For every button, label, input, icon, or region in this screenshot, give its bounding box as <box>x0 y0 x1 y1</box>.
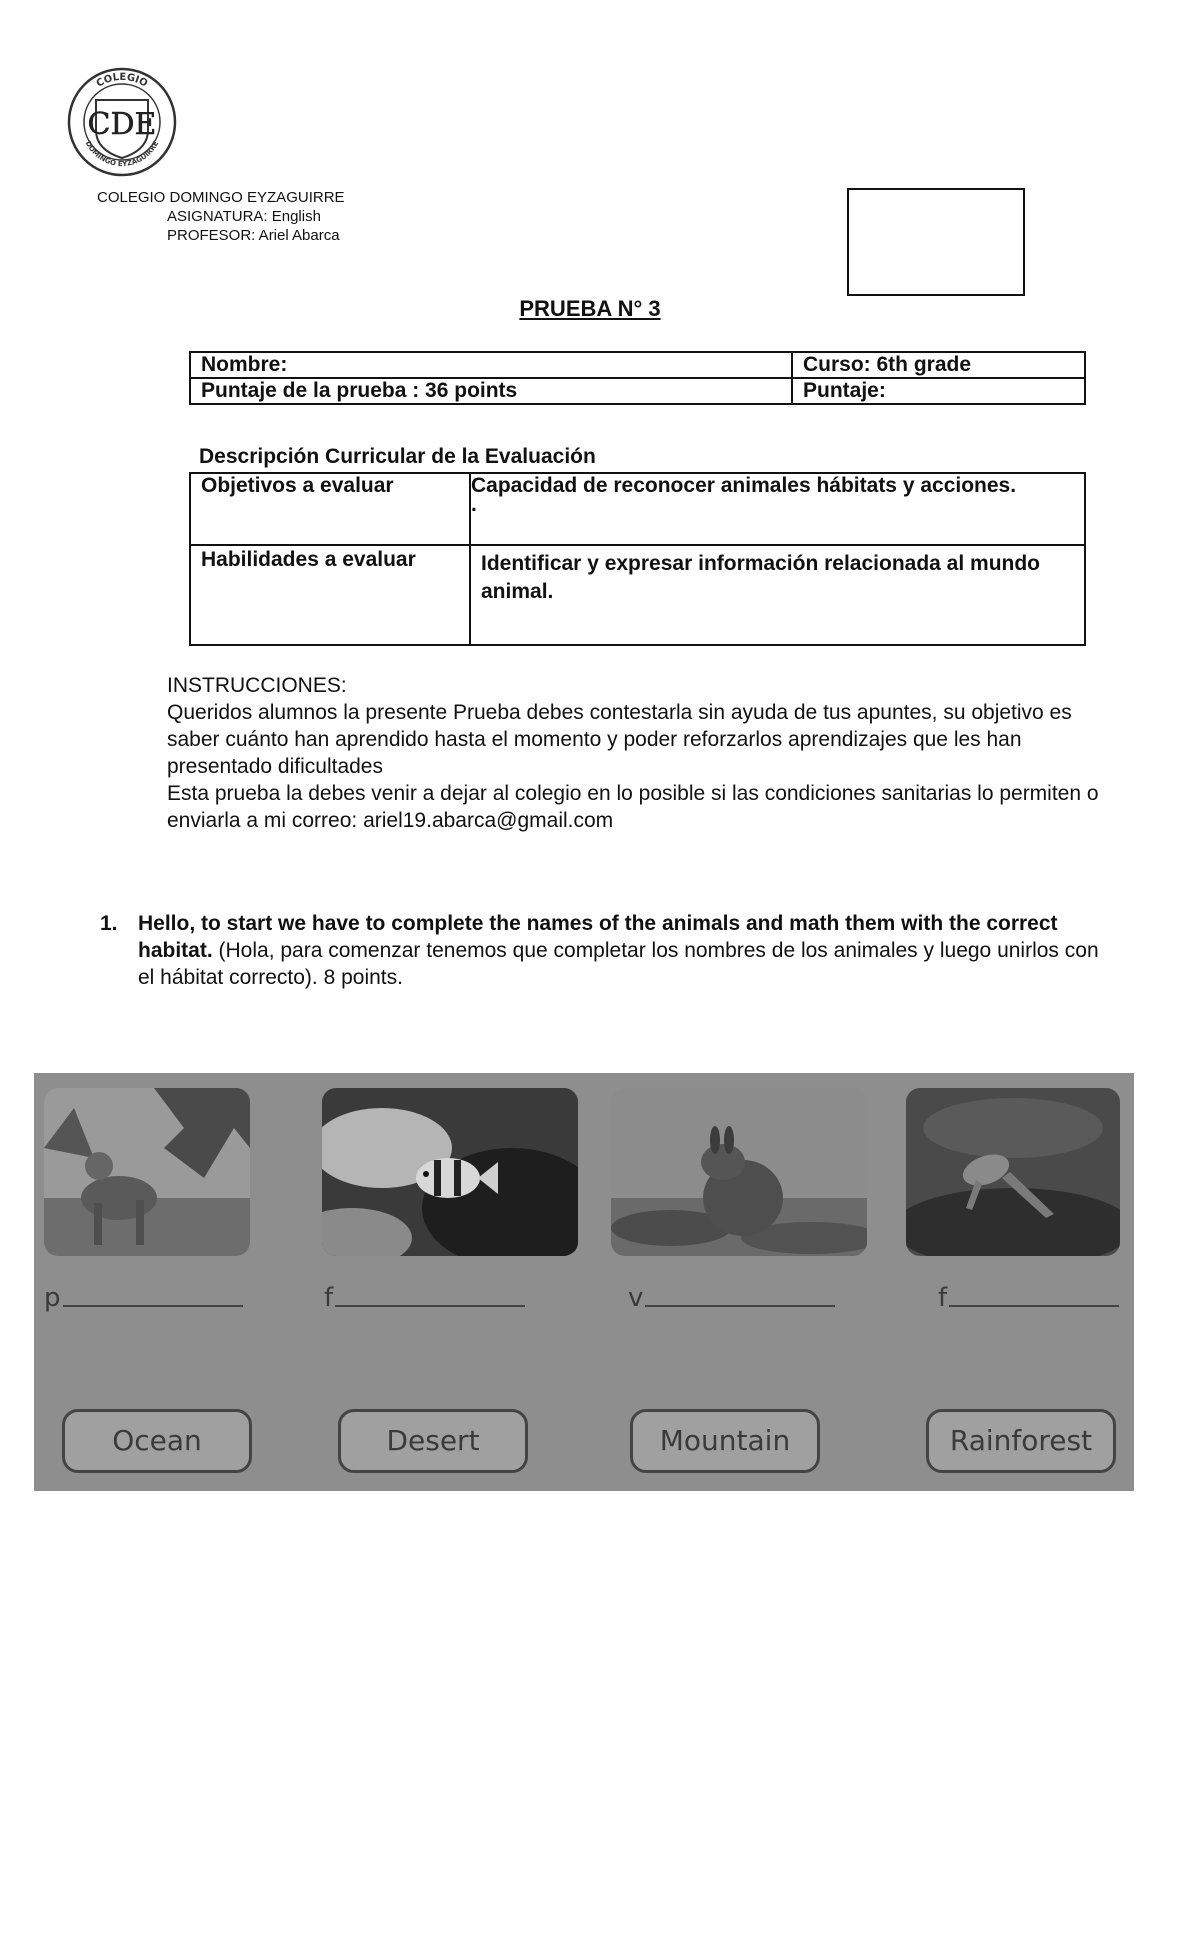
question-1 <box>100 910 1100 991</box>
habitat-ocean[interactable]: Ocean <box>62 1409 252 1473</box>
question-text-spanish: (Hola, para comenzar tenemos que completar los nombres de los animales y luego unirlos con el hábitat correcto). 8 points. <box>138 939 1099 989</box>
test-title: PRUEBA N° 3 <box>519 296 661 321</box>
objectives-label: Objetivos a evaluar <box>190 473 470 545</box>
clownfish-photo <box>322 1088 578 1256</box>
blank-4[interactable] <box>938 1283 1119 1313</box>
svg-text:CDE: CDE <box>87 107 157 142</box>
skills-value: Identificar y expresar información relacionada al mundo animal. <box>470 545 1085 645</box>
objectives-value <box>470 473 1085 545</box>
score-field[interactable]: Puntaje: <box>792 378 1085 404</box>
blank-3-letter: v <box>628 1283 644 1313</box>
question-number: 1. <box>100 912 118 935</box>
skills-label: Habilidades a evaluar <box>190 545 470 645</box>
teacher-line: PROFESOR: Ariel Abarca <box>167 227 340 244</box>
puma-photo <box>44 1088 250 1256</box>
habitat-rainforest[interactable]: Rainforest <box>926 1409 1116 1473</box>
question-text-english: Hello, to start we have to complete the names of the animals and math them with the correct habitat. <box>138 912 1058 962</box>
animals-exercise-photo <box>34 1073 1134 1491</box>
instructions-paragraph-1: Queridos alumnos la presente Prueba debes contestarla sin ayuda de tus apuntes, su objetivo es saber cuánto han aprendido hasta el momento y poder reforzarlos aprendizajes que les han presentado dificultades <box>167 701 1072 778</box>
frog-photo <box>906 1088 1120 1256</box>
svg-text:DOMINGO EYZAGUIRRE: DOMINGO EYZAGUIRRE <box>83 139 161 169</box>
objectives-text: Capacidad de reconocer animales hábitats y acciones. <box>471 474 1017 497</box>
subject-line: ASIGNATURA: English <box>167 208 321 225</box>
habitat-desert[interactable]: Desert <box>338 1409 528 1473</box>
curricular-heading: Descripción Curricular de la Evaluación <box>199 445 596 468</box>
blank-1[interactable] <box>44 1283 243 1313</box>
vizcacha-photo <box>611 1088 867 1256</box>
instructions-paragraph-2: Esta prueba la debes venir a dejar al colegio en lo posible si las condiciones sanitarias lo permiten o enviarla a mi correo: ariel19.abarca@gmail.com <box>167 782 1099 832</box>
school-logo <box>66 66 178 178</box>
blank-2[interactable] <box>324 1283 525 1313</box>
objectives-dot: . <box>471 493 477 516</box>
grade-box[interactable] <box>847 188 1025 296</box>
name-field[interactable]: Nombre: <box>190 352 792 378</box>
school-name: COLEGIO DOMINGO EYZAGUIRRE <box>97 189 345 206</box>
blank-3[interactable] <box>628 1283 835 1313</box>
student-info-table <box>189 351 1086 405</box>
instructions <box>167 672 1107 834</box>
blank-2-letter: f <box>324 1283 334 1313</box>
habitat-mountain[interactable]: Mountain <box>630 1409 820 1473</box>
course-field: Curso: 6th grade <box>792 352 1085 378</box>
total-points: Puntaje de la prueba : 36 points <box>190 378 792 404</box>
svg-text:COLEGIO: COLEGIO <box>94 71 150 90</box>
curricular-table <box>189 472 1086 646</box>
blank-1-letter: p <box>44 1283 61 1313</box>
blank-4-letter: f <box>938 1283 948 1313</box>
instructions-heading: INSTRUCCIONES: <box>167 674 347 697</box>
